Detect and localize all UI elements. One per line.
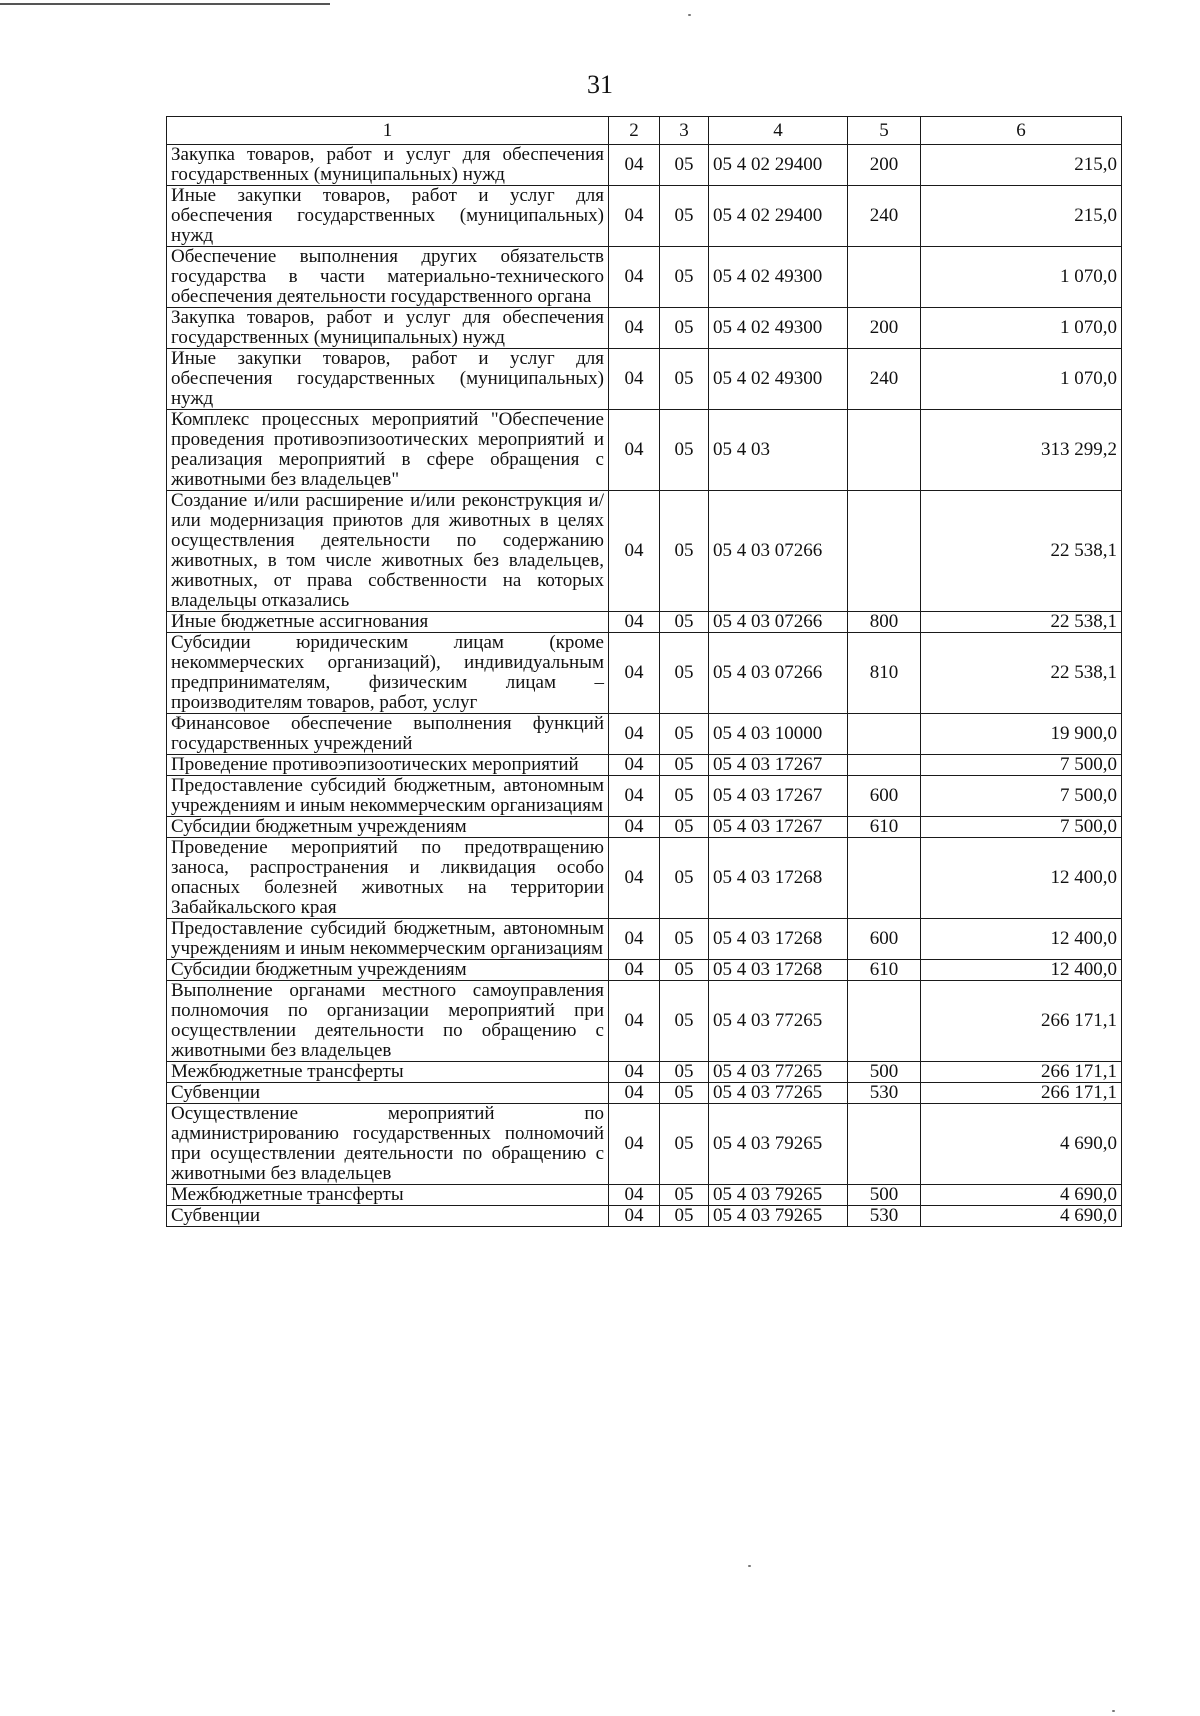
subsection-code: 05 (660, 960, 709, 981)
target-article-code: 05 4 03 79265 (709, 1185, 848, 1206)
target-article-code: 05 4 03 79265 (709, 1206, 848, 1227)
subsection-code: 05 (660, 838, 709, 919)
expense-type-code (848, 410, 921, 491)
amount: 12 400,0 (921, 919, 1122, 960)
amount: 266 171,1 (921, 1062, 1122, 1083)
amount: 12 400,0 (921, 960, 1122, 981)
scan-artifact-line (0, 3, 330, 5)
item-name: Выполнение органами местного самоуправления полномочия по организации мероприятий при осуществлении деятельности по обращению с животными без владельцев (167, 981, 609, 1062)
expense-type-code: 610 (848, 960, 921, 981)
amount: 22 538,1 (921, 612, 1122, 633)
amount: 1 070,0 (921, 247, 1122, 308)
table-row (167, 817, 1122, 838)
column-number: 4 (709, 117, 848, 145)
column-number-row (167, 117, 1122, 145)
section-code: 04 (609, 981, 660, 1062)
expense-type-code: 500 (848, 1062, 921, 1083)
section-code: 04 (609, 186, 660, 247)
budget-table (166, 116, 1122, 1227)
section-code: 04 (609, 1062, 660, 1083)
table-row (167, 186, 1122, 247)
target-article-code: 05 4 03 79265 (709, 1104, 848, 1185)
amount: 266 171,1 (921, 1083, 1122, 1104)
expense-type-code: 530 (848, 1083, 921, 1104)
subsection-code: 05 (660, 1083, 709, 1104)
expense-type-code (848, 755, 921, 776)
target-article-code: 05 4 03 17268 (709, 919, 848, 960)
subsection-code: 05 (660, 817, 709, 838)
target-article-code: 05 4 03 07266 (709, 612, 848, 633)
scan-speck (748, 1565, 751, 1567)
target-article-code: 05 4 02 49300 (709, 247, 848, 308)
section-code: 04 (609, 960, 660, 981)
section-code: 04 (609, 308, 660, 349)
item-name: Проведение мероприятий по предотвращению заноса, распространения и ликвидация особо опасных болезней животных на территории Забайкальского края (167, 838, 609, 919)
target-article-code: 05 4 03 77265 (709, 1062, 848, 1083)
amount: 12 400,0 (921, 838, 1122, 919)
target-article-code: 05 4 03 17267 (709, 755, 848, 776)
expense-type-code (848, 981, 921, 1062)
subsection-code: 05 (660, 308, 709, 349)
section-code: 04 (609, 714, 660, 755)
subsection-code: 05 (660, 349, 709, 410)
item-name: Субсидии юридическим лицам (кроме некоммерческих организаций), индивидуальным предпринимателям, физическим лицам – производителям товаров, работ, услуг (167, 633, 609, 714)
section-code: 04 (609, 1104, 660, 1185)
table-row (167, 776, 1122, 817)
item-name: Предоставление субсидий бюджетным, автономным учреждениям и иным некоммерческим организациям (167, 776, 609, 817)
column-number: 2 (609, 117, 660, 145)
target-article-code: 05 4 03 10000 (709, 714, 848, 755)
target-article-code: 05 4 03 17267 (709, 817, 848, 838)
table-row (167, 491, 1122, 612)
amount: 1 070,0 (921, 349, 1122, 410)
target-article-code: 05 4 02 29400 (709, 145, 848, 186)
item-name: Субсидии бюджетным учреждениям (167, 817, 609, 838)
section-code: 04 (609, 633, 660, 714)
subsection-code: 05 (660, 410, 709, 491)
item-name: Иные закупки товаров, работ и услуг для обеспечения государственных (муниципальных) нужд (167, 349, 609, 410)
expense-type-code: 800 (848, 612, 921, 633)
section-code: 04 (609, 410, 660, 491)
table-row (167, 919, 1122, 960)
item-name: Финансовое обеспечение выполнения функций государственных учреждений (167, 714, 609, 755)
target-article-code: 05 4 03 17268 (709, 838, 848, 919)
table-row (167, 612, 1122, 633)
section-code: 04 (609, 1083, 660, 1104)
section-code: 04 (609, 755, 660, 776)
item-name: Межбюджетные трансферты (167, 1185, 609, 1206)
expense-type-code (848, 838, 921, 919)
column-number: 5 (848, 117, 921, 145)
table-row (167, 410, 1122, 491)
target-article-code: 05 4 03 17267 (709, 776, 848, 817)
table-row (167, 633, 1122, 714)
subsection-code: 05 (660, 633, 709, 714)
item-name: Иные бюджетные ассигнования (167, 612, 609, 633)
table-row (167, 1185, 1122, 1206)
section-code: 04 (609, 817, 660, 838)
amount: 4 690,0 (921, 1206, 1122, 1227)
section-code: 04 (609, 838, 660, 919)
amount: 313 299,2 (921, 410, 1122, 491)
item-name: Иные закупки товаров, работ и услуг для обеспечения государственных (муниципальных) нужд (167, 186, 609, 247)
amount: 1 070,0 (921, 308, 1122, 349)
section-code: 04 (609, 145, 660, 186)
subsection-code: 05 (660, 1104, 709, 1185)
section-code: 04 (609, 919, 660, 960)
expense-type-code (848, 491, 921, 612)
subsection-code: 05 (660, 1185, 709, 1206)
item-name: Предоставление субсидий бюджетным, автономным учреждениям и иным некоммерческим организациям (167, 919, 609, 960)
section-code: 04 (609, 776, 660, 817)
column-number: 6 (921, 117, 1122, 145)
expense-type-code (848, 247, 921, 308)
subsection-code: 05 (660, 612, 709, 633)
amount: 19 900,0 (921, 714, 1122, 755)
expense-type-code: 600 (848, 776, 921, 817)
item-name: Субвенции (167, 1083, 609, 1104)
amount: 22 538,1 (921, 491, 1122, 612)
section-code: 04 (609, 491, 660, 612)
item-name: Проведение противоэпизоотических мероприятий (167, 755, 609, 776)
expense-type-code: 810 (848, 633, 921, 714)
target-article-code: 05 4 03 (709, 410, 848, 491)
item-name: Субвенции (167, 1206, 609, 1227)
amount: 7 500,0 (921, 776, 1122, 817)
table-row (167, 755, 1122, 776)
subsection-code: 05 (660, 1062, 709, 1083)
scan-speck (1112, 1710, 1115, 1712)
table-body (167, 145, 1122, 1227)
expense-type-code: 600 (848, 919, 921, 960)
target-article-code: 05 4 02 29400 (709, 186, 848, 247)
amount: 215,0 (921, 186, 1122, 247)
subsection-code: 05 (660, 1206, 709, 1227)
subsection-code: 05 (660, 981, 709, 1062)
scan-speck (688, 14, 691, 16)
target-article-code: 05 4 03 17268 (709, 960, 848, 981)
item-name: Межбюджетные трансферты (167, 1062, 609, 1083)
expense-type-code: 200 (848, 308, 921, 349)
table-row (167, 714, 1122, 755)
expense-type-code (848, 714, 921, 755)
subsection-code: 05 (660, 755, 709, 776)
table-row (167, 145, 1122, 186)
table-row (167, 1083, 1122, 1104)
target-article-code: 05 4 03 07266 (709, 491, 848, 612)
subsection-code: 05 (660, 491, 709, 612)
table-row (167, 308, 1122, 349)
table-row (167, 1104, 1122, 1185)
column-number: 3 (660, 117, 709, 145)
table-row (167, 247, 1122, 308)
column-number: 1 (167, 117, 609, 145)
item-name: Создание и/или расширение и/или реконструкция и/или модернизация приютов для животных в целях осуществления деятельности по содержанию животных, в том числе животных без владельцев, животных, от права собственности на которых владельцы отказались (167, 491, 609, 612)
expense-type-code (848, 1104, 921, 1185)
subsection-code: 05 (660, 776, 709, 817)
subsection-code: 05 (660, 145, 709, 186)
item-name: Комплекс процессных мероприятий "Обеспечение проведения противоэпизоотических мероприятий и реализация мероприятий в сфере обращения с животными без владельцев" (167, 410, 609, 491)
target-article-code: 05 4 02 49300 (709, 349, 848, 410)
target-article-code: 05 4 02 49300 (709, 308, 848, 349)
item-name: Обеспечение выполнения других обязательств государства в части материально-технического обеспечения деятельности государственного органа (167, 247, 609, 308)
page-number: 31 (587, 70, 613, 99)
amount: 4 690,0 (921, 1185, 1122, 1206)
item-name: Закупка товаров, работ и услуг для обеспечения государственных (муниципальных) нужд (167, 145, 609, 186)
target-article-code: 05 4 03 77265 (709, 981, 848, 1062)
subsection-code: 05 (660, 186, 709, 247)
expense-type-code: 240 (848, 186, 921, 247)
table-row (167, 981, 1122, 1062)
section-code: 04 (609, 247, 660, 308)
section-code: 04 (609, 349, 660, 410)
amount: 266 171,1 (921, 981, 1122, 1062)
target-article-code: 05 4 03 07266 (709, 633, 848, 714)
amount: 22 538,1 (921, 633, 1122, 714)
expense-type-code: 530 (848, 1206, 921, 1227)
expense-type-code: 240 (848, 349, 921, 410)
expense-type-code: 200 (848, 145, 921, 186)
item-name: Закупка товаров, работ и услуг для обеспечения государственных (муниципальных) нужд (167, 308, 609, 349)
table-row (167, 960, 1122, 981)
section-code: 04 (609, 612, 660, 633)
table-row (167, 838, 1122, 919)
item-name: Субсидии бюджетным учреждениям (167, 960, 609, 981)
subsection-code: 05 (660, 919, 709, 960)
table-row (167, 349, 1122, 410)
subsection-code: 05 (660, 714, 709, 755)
amount: 7 500,0 (921, 755, 1122, 776)
target-article-code: 05 4 03 77265 (709, 1083, 848, 1104)
section-code: 04 (609, 1206, 660, 1227)
amount: 7 500,0 (921, 817, 1122, 838)
section-code: 04 (609, 1185, 660, 1206)
table-row (167, 1062, 1122, 1083)
amount: 215,0 (921, 145, 1122, 186)
table-row (167, 1206, 1122, 1227)
amount: 4 690,0 (921, 1104, 1122, 1185)
item-name: Осуществление мероприятий по администрированию государственных полномочий при осуществлении деятельности по обращению с животными без владельцев (167, 1104, 609, 1185)
subsection-code: 05 (660, 247, 709, 308)
expense-type-code: 610 (848, 817, 921, 838)
expense-type-code: 500 (848, 1185, 921, 1206)
